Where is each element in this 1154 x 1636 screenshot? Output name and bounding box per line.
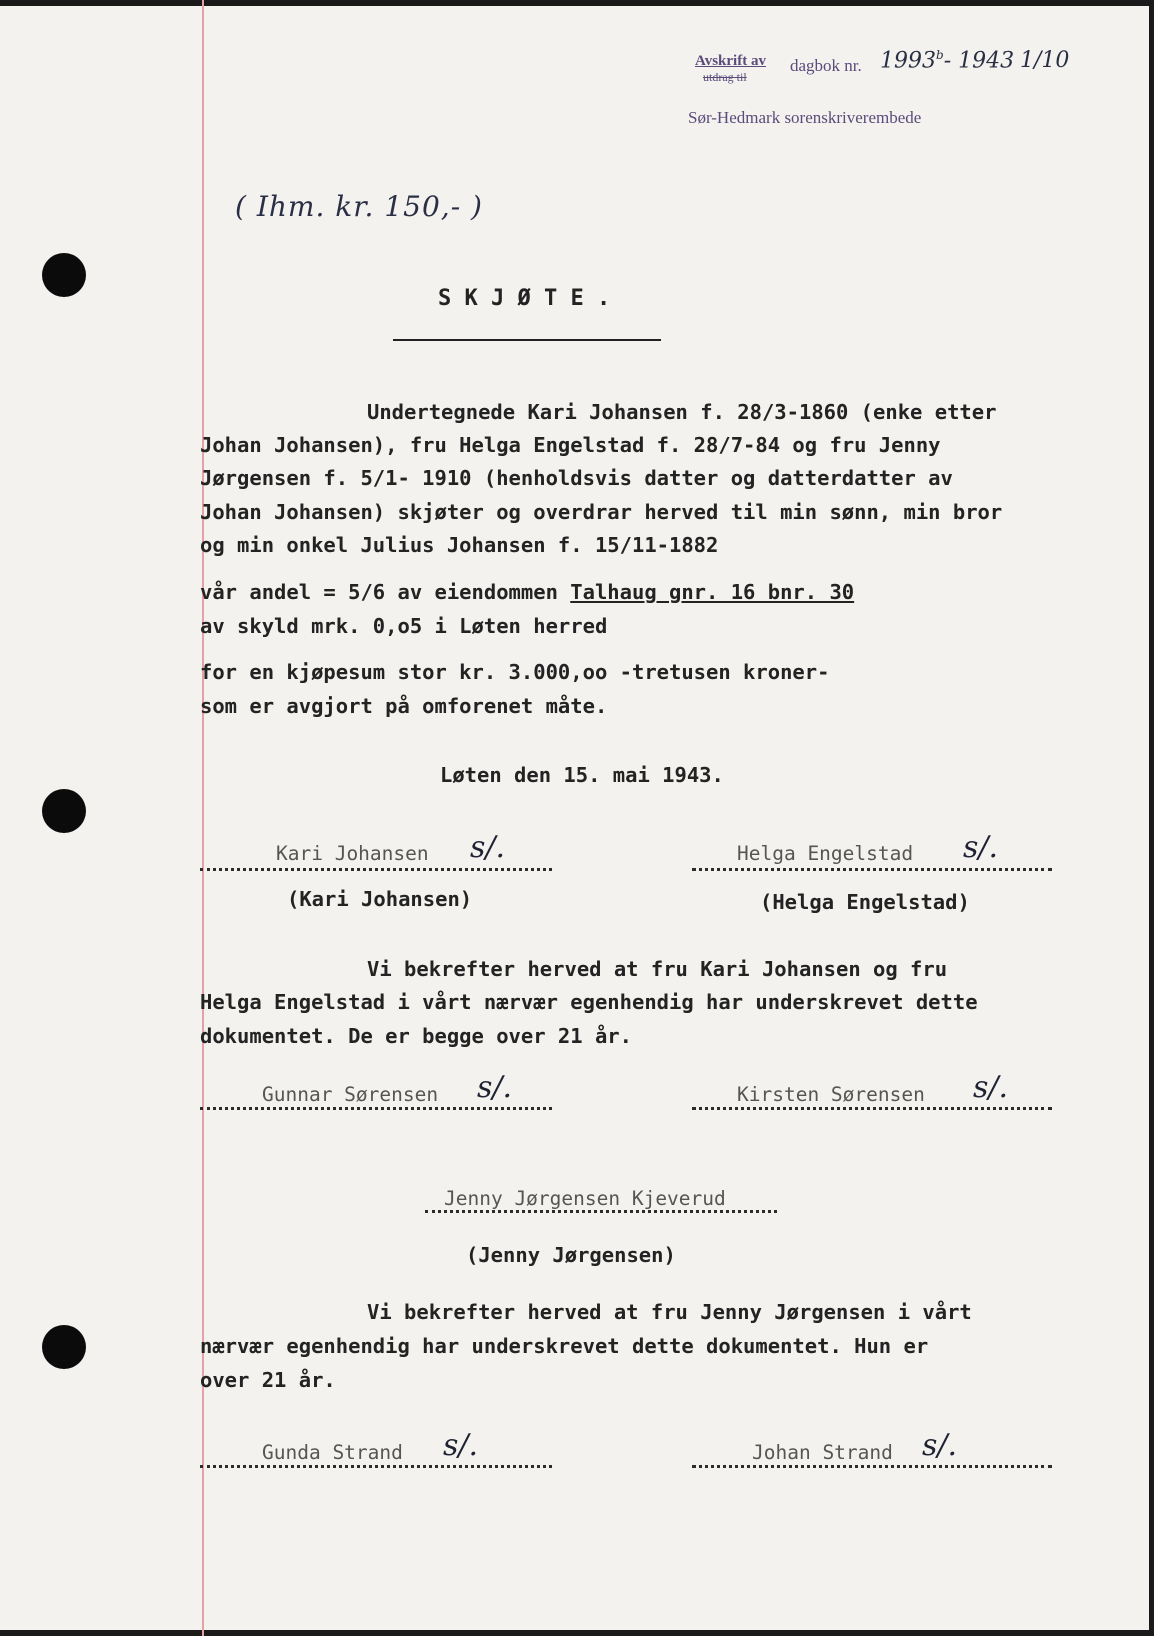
- signature-suffix: s/.: [443, 1428, 479, 1463]
- hand-journal-date: [1020, 48, 1069, 73]
- signature-mark-kari: [470, 830, 505, 865]
- stamp-utdrag-label: utdrag til: [703, 70, 747, 84]
- signature-mark-kirsten: [973, 1070, 1008, 1105]
- fee-note: ( Ihm. kr. 150,- ): [235, 190, 483, 223]
- witness-line: Vi bekrefter herved at fru Kari Johansen og fru: [367, 957, 948, 981]
- body-line: Undertegnede Kari Johansen f. 28/3-1860 (enke etter: [367, 400, 997, 424]
- punch-hole-top: [42, 253, 86, 297]
- stamp-court: [688, 108, 921, 128]
- body-line: Jørgensen f. 5/1- 1910 (henholdsvis datter og datterdatter av: [200, 466, 953, 490]
- signature-kirsten: Kirsten Sørensen: [737, 1083, 925, 1106]
- signature-line-helga: [692, 868, 1052, 871]
- signature-mark-helga: [963, 830, 998, 865]
- hand-journal-number: [880, 48, 1014, 73]
- signature-helga: Helga Engelstad: [737, 842, 914, 865]
- stamp-avskrift-label: Avskrift av: [695, 53, 766, 69]
- witness-line: dokumentet. De er begge over 21 år.: [200, 1024, 632, 1048]
- body-line: Johan Johansen), fru Helga Engelstad f. 28/7-84 og fru Jenny: [200, 433, 941, 457]
- skyld-line: av skyld mrk. 0,o5 i Løten herred: [200, 614, 608, 638]
- journal-number: 1993: [880, 48, 936, 74]
- witness-line: Vi bekrefter herved at fru Jenny Jørgensen i vårt: [367, 1300, 972, 1324]
- signature-kari: Kari Johansen: [276, 842, 429, 865]
- punch-hole-middle: [42, 789, 86, 833]
- witness-line: over 21 år.: [200, 1368, 336, 1392]
- signature-line-gunnar: [200, 1107, 552, 1110]
- punch-hole-bottom: [42, 1325, 86, 1369]
- witness-line: nærvær egenhendig har underskrevet dette dokumentet. Hun er: [200, 1334, 929, 1358]
- signature-suffix: s/.: [477, 1070, 513, 1105]
- signature-jenny: Jenny Jørgensen Kjeverud: [444, 1187, 726, 1210]
- document-title: S K J Ø T E .: [438, 286, 611, 311]
- scan-border-right: [1149, 0, 1154, 1636]
- stamp-dagbok-label: dagbok nr.: [790, 56, 862, 75]
- body-line: og min onkel Julius Johansen f. 15/11-1882: [200, 533, 719, 557]
- signature-suffix: s/.: [963, 830, 999, 865]
- property-id: Talhaug gnr. 16 bnr. 30: [570, 580, 855, 604]
- journal-suffix: b: [936, 48, 944, 62]
- journal-date: 1/10: [1020, 48, 1070, 73]
- signature-mark-gunda: [443, 1428, 478, 1463]
- printed-name-helga: (Helga Engelstad): [760, 890, 970, 914]
- signature-suffix: s/.: [470, 830, 506, 865]
- witness-line: Helga Engelstad i vårt nærvær egenhendig har underskrevet dette: [200, 990, 978, 1014]
- price-line: for en kjøpesum stor kr. 3.000,oo -tretusen kroner-: [200, 660, 830, 684]
- place-date: Løten den 15. mai 1943.: [440, 763, 724, 787]
- share-line: [200, 580, 854, 604]
- signature-mark-johan: [922, 1428, 957, 1463]
- title-underline: [393, 339, 661, 341]
- court-name: Sør-Hedmark sorenskriverembede: [688, 108, 922, 127]
- signature-line-johan: [692, 1465, 1052, 1468]
- signature-line-kirsten: [692, 1107, 1052, 1110]
- stamp-utdrag-struck: [703, 70, 747, 85]
- price-line: som er avgjort på omforenet måte.: [200, 694, 608, 718]
- signature-line-gunda: [200, 1465, 552, 1468]
- signature-suffix: s/.: [922, 1428, 958, 1463]
- signature-suffix: s/.: [973, 1070, 1009, 1105]
- signature-gunnar: Gunnar Sørensen: [262, 1083, 439, 1106]
- scan-border-top: [0, 0, 1154, 6]
- printed-name-kari: (Kari Johansen): [287, 887, 473, 911]
- journal-year: - 1943: [943, 48, 1015, 74]
- signature-line-kari: [200, 868, 552, 871]
- stamp-avskrift: [695, 53, 766, 70]
- stamp-dagbok: [790, 56, 862, 76]
- signature-line-jenny: [425, 1210, 777, 1213]
- share-prefix: vår andel = 5/6 av eiendommen: [200, 580, 571, 604]
- printed-name-jenny: (Jenny Jørgensen): [466, 1243, 676, 1267]
- body-line: Johan Johansen) skjøter og overdrar herved til min sønn, min bror: [200, 500, 1003, 524]
- signature-gunda: Gunda Strand: [262, 1441, 403, 1464]
- scan-border-bottom: [0, 1630, 1154, 1636]
- signature-johan: Johan Strand: [752, 1441, 893, 1464]
- signature-mark-gunnar: [477, 1070, 512, 1105]
